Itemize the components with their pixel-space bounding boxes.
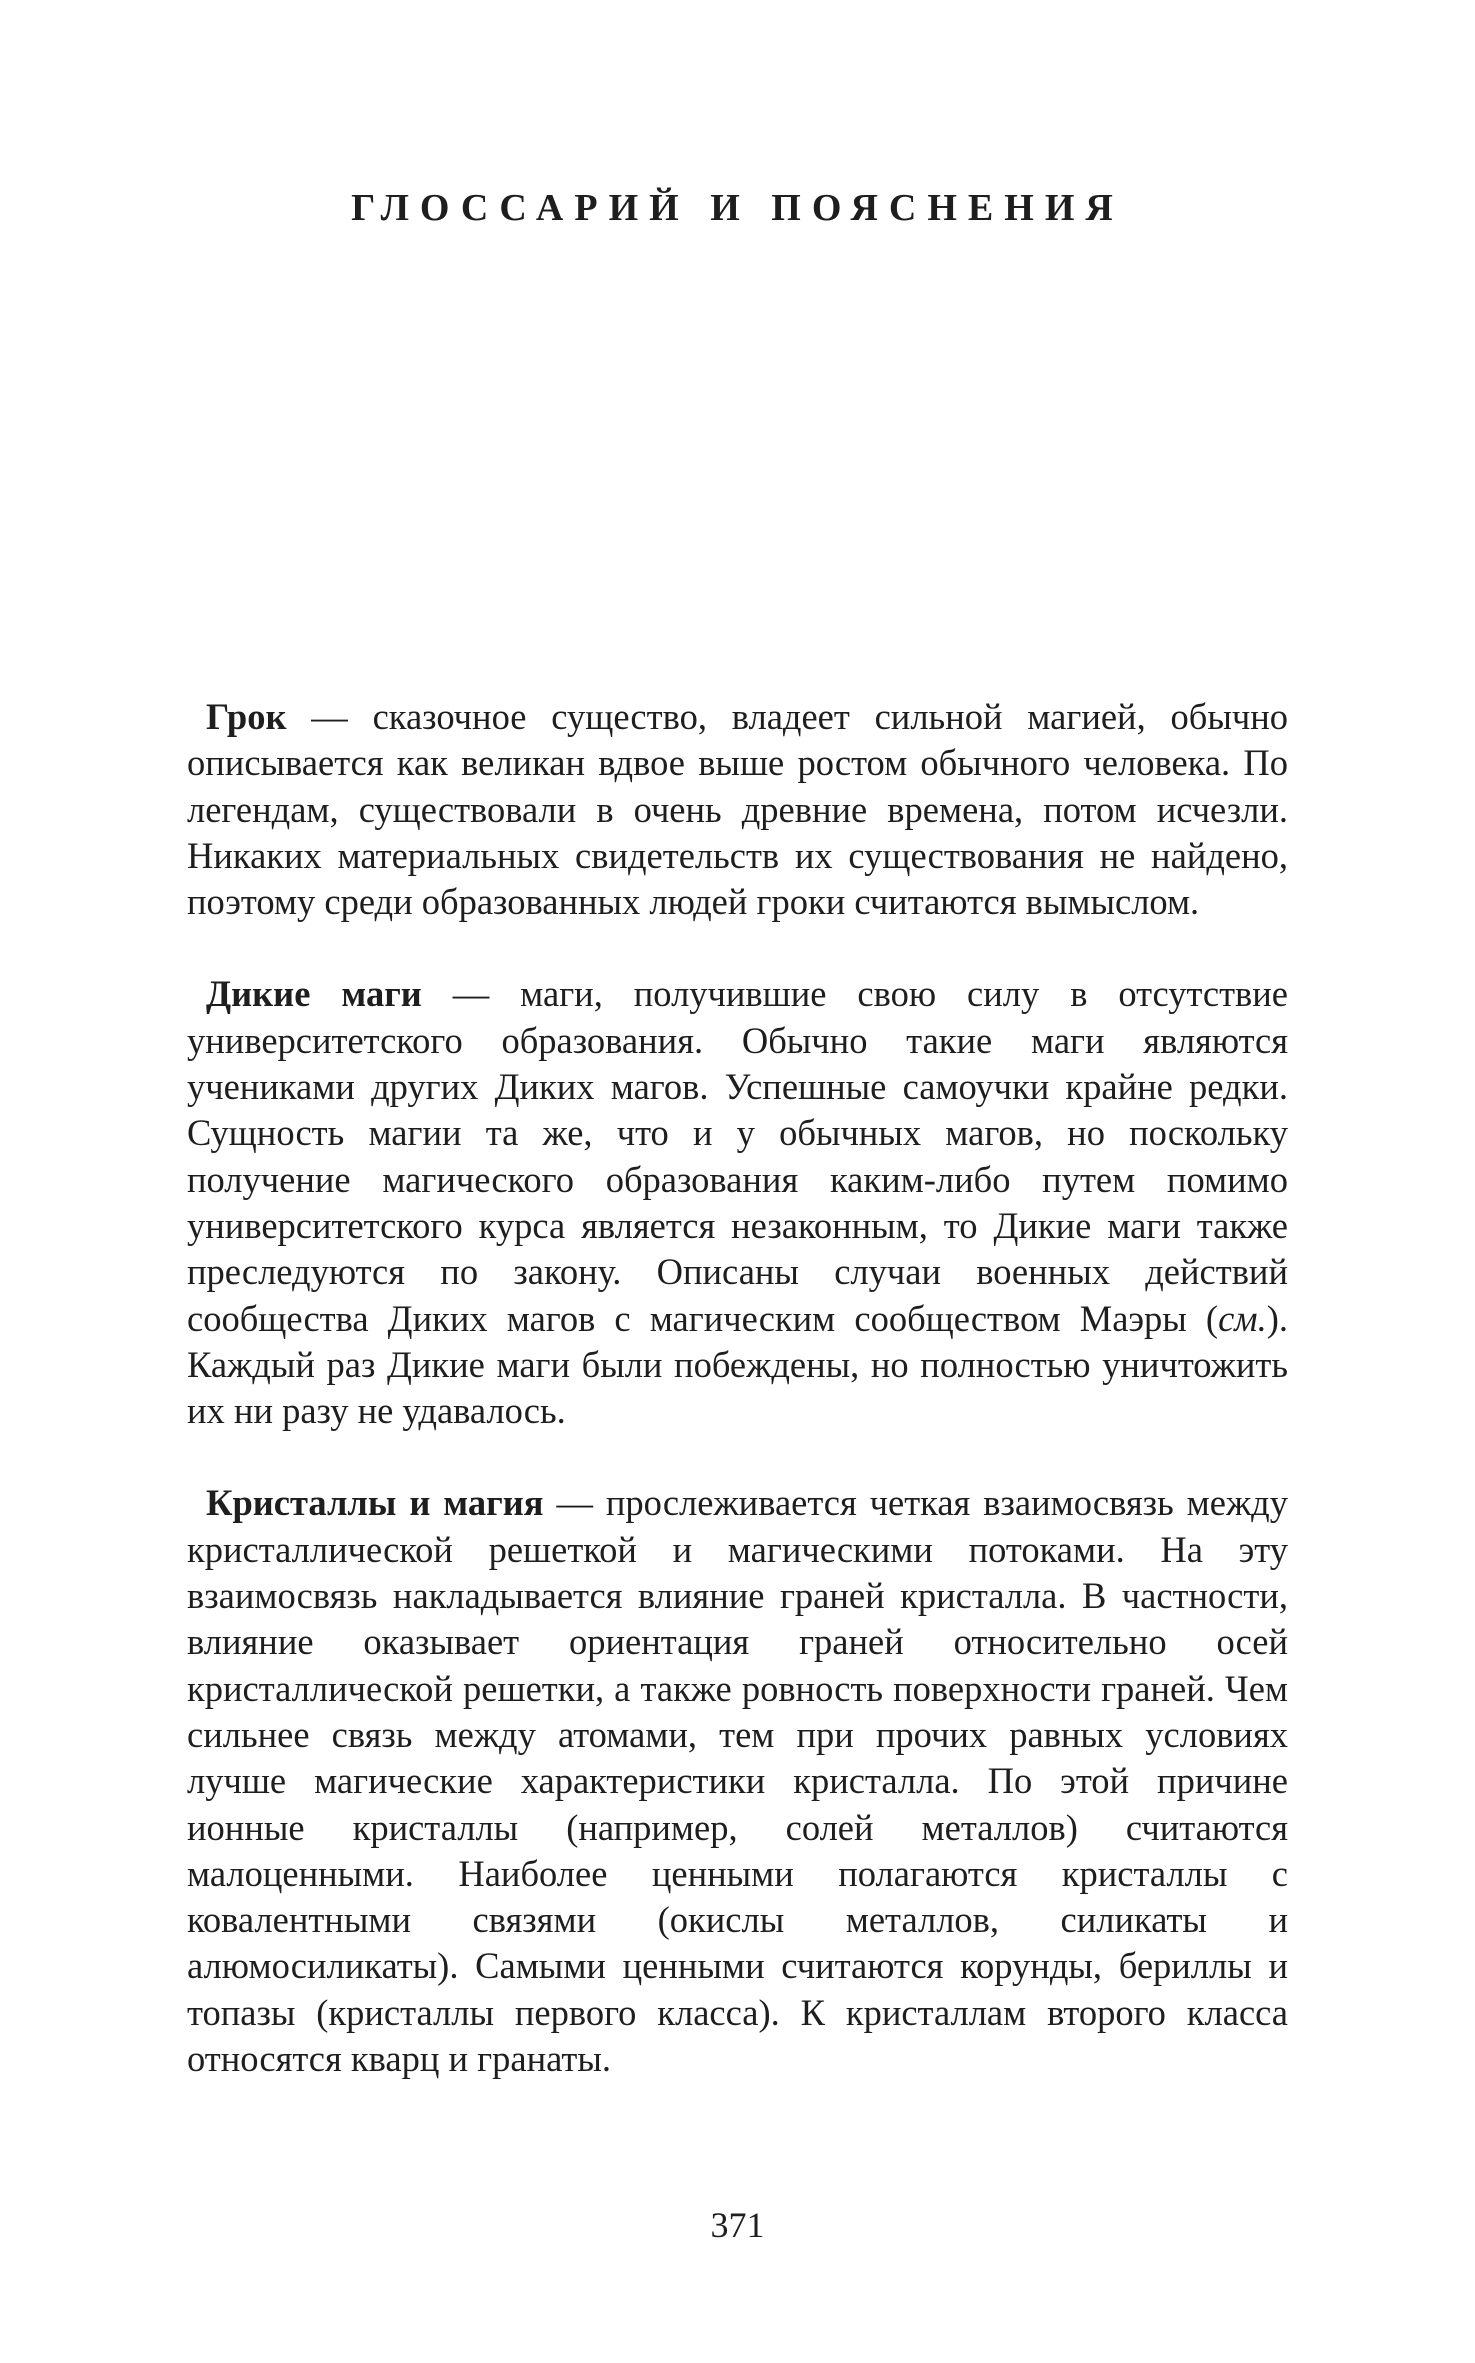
glossary-term: Грок — [206, 696, 287, 737]
glossary-definition: — маги, получившие свою силу в отсутствие университетского образования. Обычно такие маги являются учениками других Диких магов. Успешные самоучки крайне редки. Сущность магии та же, что и у обычных магов, но поскольку получение магического образования каким-либо путем помимо университетского курса является незаконным, то Дикие маги также преследуются по закону. Описаны случаи военных действий сообщества Диких магов с магическим сообществом Маэры ( — [187, 973, 1288, 1339]
glossary-definition-continued: ). Каждый раз Дикие маги были побеждены, но полностью уничтожить их ни разу не удавалось. — [187, 1297, 1288, 1432]
glossary-entry-crystals-and-magic — [187, 1480, 1288, 2082]
glossary-definition: — прослеживается четкая взаимосвязь между кристаллической решеткой и магическими потоками. На эту взаимосвязь накладывается влияние граней кристалла. В частности, влияние оказывает ориентация граней относительно осей кристаллической решетки, а также ровность поверхности граней. Чем сильнее связь между атомами, тем при прочих равных условиях лучше магические характеристики кристалла. По этой причине ионные кристаллы (например, солей металлов) считаются малоценными. Наиболее ценными полагаются кристаллы с ковалентными связями (окислы металлов, силикаты и алюмосиликаты). Самыми ценными считаются корунды, бериллы и топазы (кристаллы первого класса). К кристаллам второго класса относятся кварц и гранаты. — [187, 1482, 1289, 2080]
glossary-term: Дикие маги — [206, 973, 422, 1015]
glossary-definition: — сказочное существо, владеет сильной магией, обычно описывается как великан вдвое выше ростом обычного человека. По легендам, существовали в очень древние времена, потом исчезли. Никаких материальных свидетельств их существования не найдено, поэтому среди образованных людей гроки считаются вымыслом. — [187, 696, 1288, 923]
cross-reference: см. — [1218, 1297, 1267, 1339]
glossary-entry-grok — [187, 694, 1288, 925]
page-title: ГЛОССАРИЙ И ПОЯСНЕНИЯ — [351, 187, 1124, 229]
glossary-term: Кристаллы и магия — [206, 1482, 544, 1524]
glossary-entry-wild-mages — [187, 971, 1288, 1434]
glossary-entries — [187, 694, 1288, 2082]
page-number: 371 — [710, 2205, 765, 2245]
